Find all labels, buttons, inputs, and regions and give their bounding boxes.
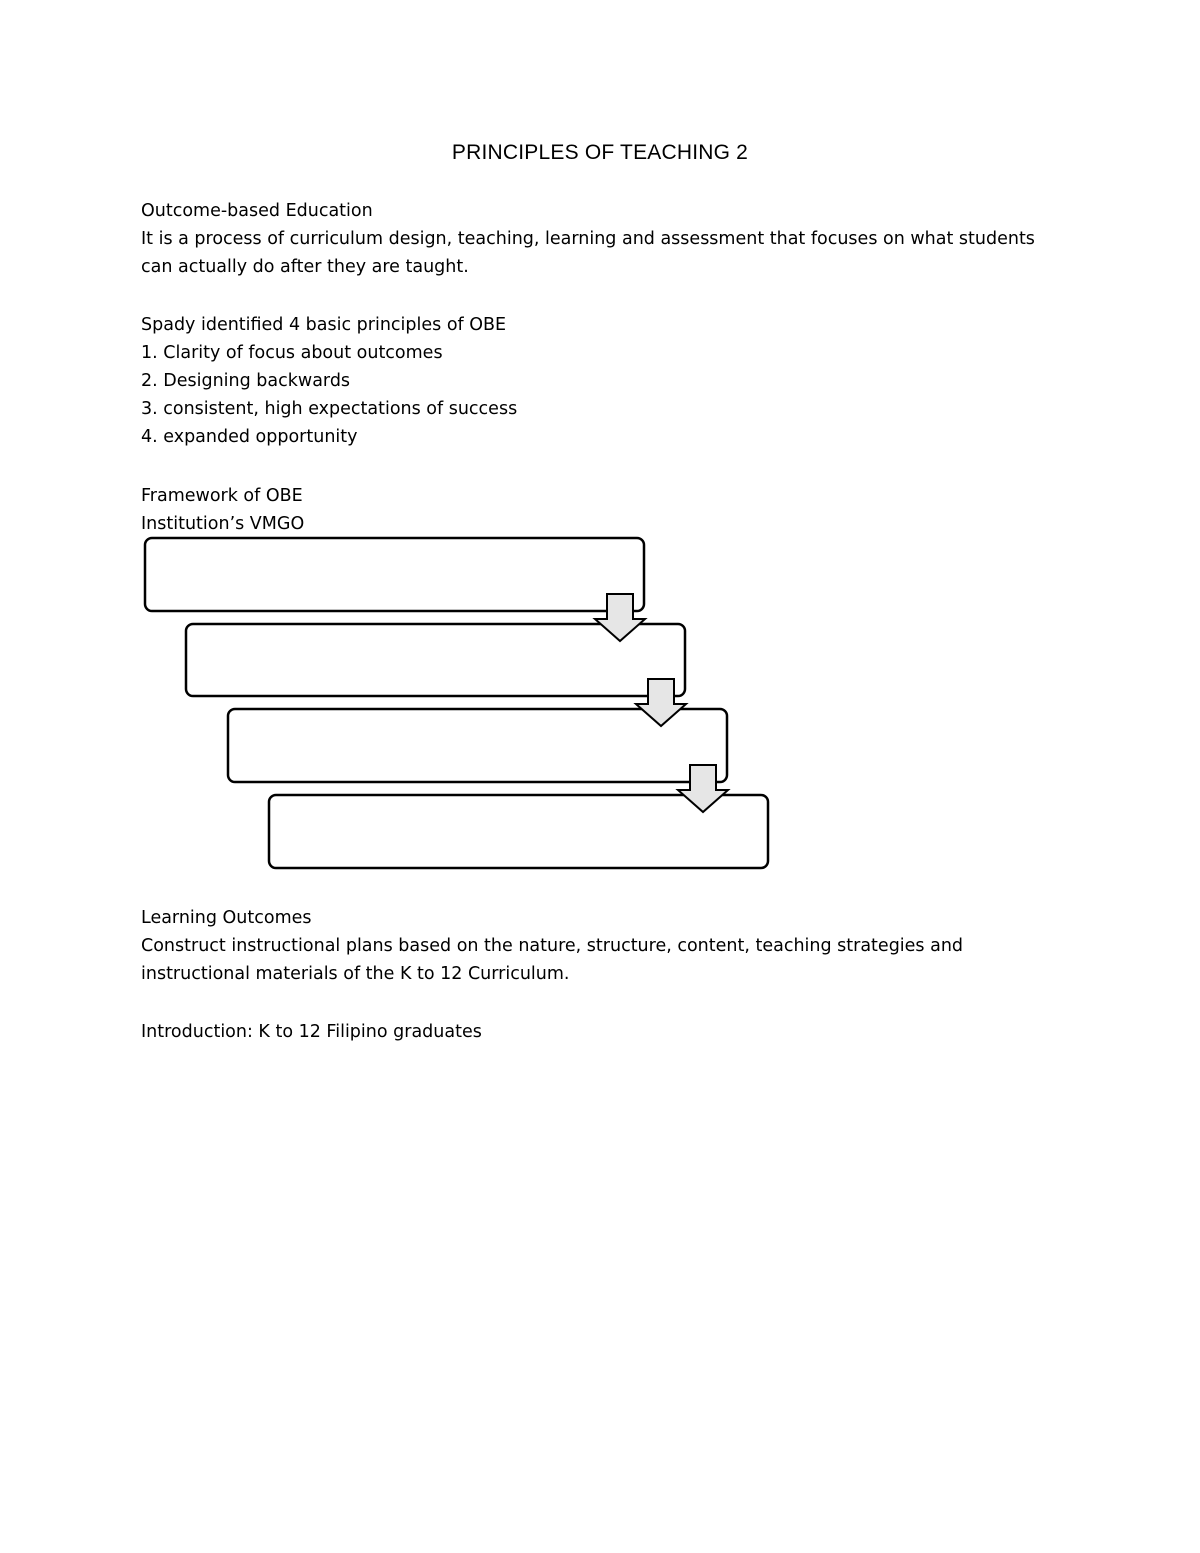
framework-box-3 [228,709,727,782]
framework-box-2 [186,624,685,696]
framework-box-4 [269,795,768,868]
obe-definition-line-2: can actually do after they are taught. [141,257,469,277]
learning-outcomes-line-2: instructional materials of the K to 12 Curriculum. [141,964,570,984]
framework-box-1 [145,538,644,611]
introduction-line: Introduction: K to 12 Filipino graduates [141,1022,482,1042]
learning-outcomes-heading: Learning Outcomes [141,908,312,928]
page-title: PRINCIPLES OF TEACHING 2 [451,141,749,164]
principle-item: 1. Clarity of focus about outcomes [141,343,443,363]
principle-item: 4. expanded opportunity [141,427,358,447]
framework-heading: Framework of OBE [141,486,303,506]
spady-intro: Spady identified 4 basic principles of OBE [141,315,507,335]
principle-item: 2. Designing backwards [141,371,351,391]
obe-definition-line-1: It is a process of curriculum design, teaching, learning and assessment that focuses on what students [141,229,1035,249]
obe-heading: Outcome-based Education [141,201,373,221]
principle-item: 3. consistent, high expectations of success [141,399,518,419]
framework-subheading: Institution’s VMGO [141,514,305,534]
learning-outcomes-line-1: Construct instructional plans based on the nature, structure, content, teaching strategies and [141,936,964,956]
